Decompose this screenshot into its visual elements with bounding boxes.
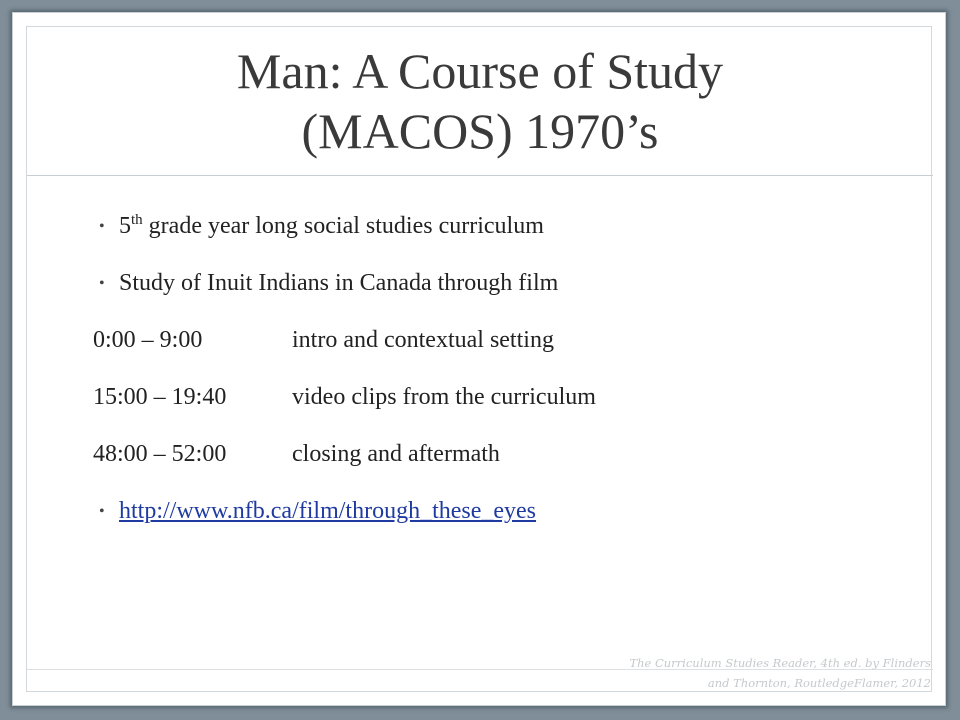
- bullet-item-link: [79, 483, 919, 540]
- bullet-study-text: Study of Inuit Indians in Canada through film: [119, 270, 559, 296]
- title-divider: [27, 175, 933, 176]
- citation-line-1: The Curriculum Studies Reader, 4th ed. by Flinders: [629, 656, 931, 670]
- bullet-grade-number: 5: [119, 213, 131, 239]
- slide: [12, 12, 946, 706]
- citation-line-2: and Thornton, RoutledgeFlamer, 2012: [707, 676, 931, 690]
- timeline-row: [13, 369, 919, 426]
- timeline-description: intro and contextual setting: [292, 327, 554, 353]
- timeline-row: [13, 426, 919, 483]
- citation-footer: [601, 653, 931, 693]
- bullet-icon: •: [99, 503, 105, 520]
- bullet-item-grade: [79, 198, 919, 255]
- bullet-item-study: [79, 255, 919, 312]
- slide-title-line-2: (MACOS) 1970’s: [301, 103, 659, 159]
- bullet-icon: •: [99, 275, 105, 292]
- slide-content: [79, 198, 919, 540]
- timeline-time: 0:00 – 9:00: [93, 327, 203, 353]
- timeline-description: video clips from the curriculum: [292, 384, 596, 410]
- timeline-description: closing and aftermath: [292, 441, 500, 467]
- bullet-icon: •: [99, 218, 105, 235]
- slide-title-line-1: Man: A Course of Study: [236, 43, 724, 99]
- bullet-grade-text: grade year long social studies curriculum: [142, 213, 544, 239]
- film-link[interactable]: http://www.nfb.ca/film/through_these_eyes: [119, 498, 537, 524]
- timeline-row: [13, 312, 919, 369]
- timeline-time: 15:00 – 19:40: [93, 384, 227, 410]
- bullet-grade-superscript: th: [131, 212, 143, 228]
- slide-title: [53, 41, 907, 161]
- timeline-time: 48:00 – 52:00: [93, 441, 227, 467]
